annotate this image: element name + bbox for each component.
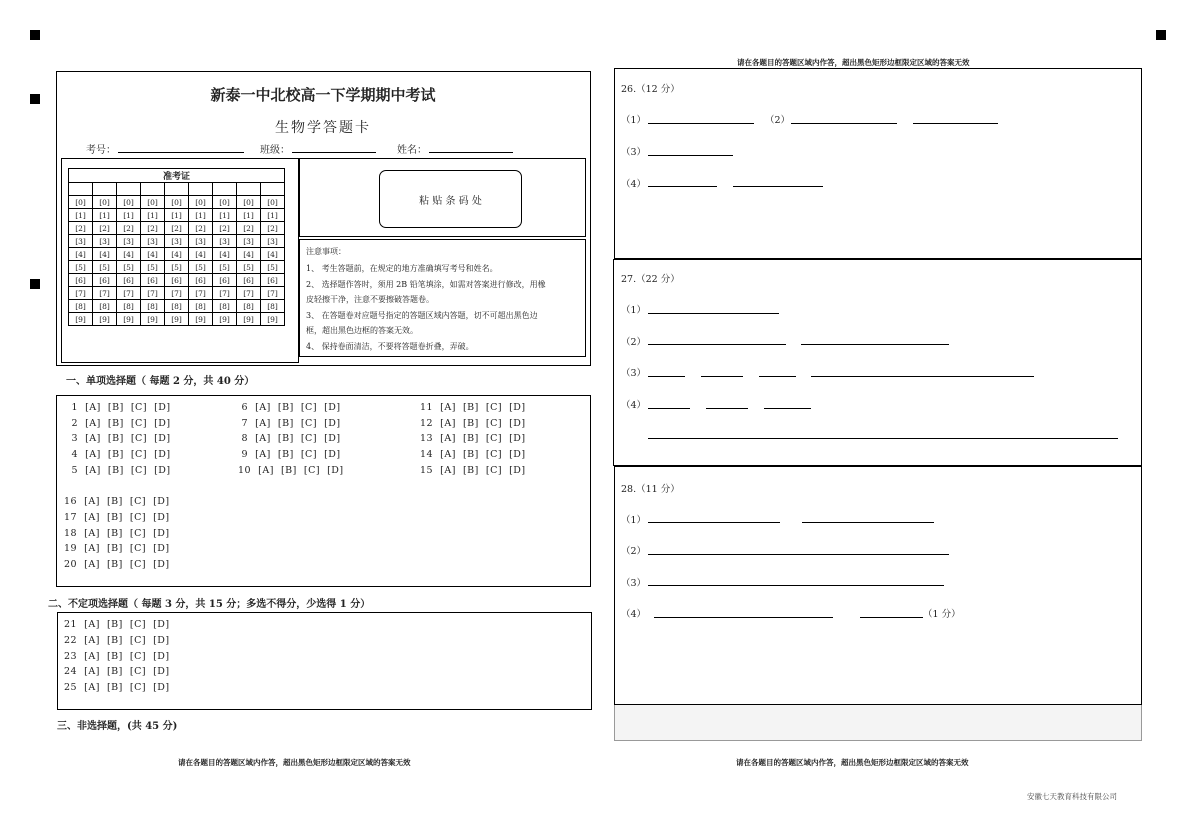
exam-no-label: 考号： bbox=[86, 145, 116, 156]
grey-strip bbox=[614, 705, 1142, 741]
choice-row[interactable]: 14 [A] [B] [C] [D] bbox=[420, 449, 526, 460]
choice-row[interactable]: 9 [A] [B] [C] [D] bbox=[238, 449, 341, 460]
q27-label-4: （4） bbox=[621, 400, 647, 411]
answer-line[interactable] bbox=[791, 123, 897, 124]
section3-title: 三、非选择题，(共 45 分) bbox=[57, 721, 178, 732]
q26-box bbox=[614, 68, 1142, 259]
q26-label-1: （1） bbox=[621, 115, 647, 126]
choice-row[interactable]: 25 [A] [B] [C] [D] bbox=[64, 682, 170, 693]
answer-line[interactable] bbox=[648, 155, 733, 156]
q27-label-3: （3） bbox=[621, 368, 647, 379]
answer-line[interactable] bbox=[913, 123, 998, 124]
choice-row[interactable]: 19 [A] [B] [C] [D] bbox=[64, 543, 170, 554]
q28-points-note: （1 分） bbox=[923, 609, 961, 620]
registration-mark bbox=[30, 30, 40, 40]
admission-label: 准考证 bbox=[69, 169, 285, 183]
answer-line[interactable] bbox=[648, 408, 690, 409]
company-footer: 安徽七天教育科技有限公司 bbox=[1027, 792, 1117, 801]
answer-line[interactable] bbox=[648, 186, 717, 187]
q27-label-2: （2） bbox=[621, 337, 647, 348]
choice-row[interactable]: 22 [A] [B] [C] [D] bbox=[64, 635, 170, 646]
class-field[interactable] bbox=[292, 152, 376, 153]
digit-row: [8] [8] [8] [8] [8] [8] [8] [8] [8] bbox=[69, 300, 285, 313]
digit-row: [2] [2] [2] [2] [2] [2] [2] [2] [2] bbox=[69, 222, 285, 235]
choice-row[interactable]: 8 [A] [B] [C] [D] bbox=[238, 433, 341, 444]
registration-mark bbox=[30, 279, 40, 289]
answer-line[interactable] bbox=[648, 522, 780, 523]
answer-line[interactable] bbox=[801, 344, 949, 345]
notice-line: 皮轻擦干净，注意不要擦破答题卷。 bbox=[306, 295, 434, 304]
choice-row[interactable]: 16 [A] [B] [C] [D] bbox=[64, 496, 170, 507]
digit-row: [4] [4] [4] [4] [4] [4] [4] [4] [4] bbox=[69, 248, 285, 261]
digit-row: [1] [1] [1] [1] [1] [1] [1] [1] [1] bbox=[69, 209, 285, 222]
name-field[interactable] bbox=[429, 152, 513, 153]
choice-row[interactable]: 17 [A] [B] [C] [D] bbox=[64, 512, 170, 523]
choice-row[interactable]: 21 [A] [B] [C] [D] bbox=[64, 619, 170, 630]
q28-title: 28.（11 分） bbox=[621, 484, 680, 495]
answer-line[interactable] bbox=[764, 408, 811, 409]
digit-row: [6] [6] [6] [6] [6] [6] [6] [6] [6] bbox=[69, 274, 285, 287]
card-subtitle: 生物学答题卡 bbox=[275, 120, 371, 136]
choice-row[interactable]: 20 [A] [B] [C] [D] bbox=[64, 559, 170, 570]
choice-row[interactable]: 15 [A] [B] [C] [D] bbox=[420, 465, 526, 476]
registration-mark bbox=[30, 94, 40, 104]
q28-label-2: （2） bbox=[621, 546, 647, 557]
notice-line: 1、 考生答题前，在规定的地方准确填写考号和姓名。 bbox=[306, 264, 498, 273]
q26-title: 26.（12 分） bbox=[621, 84, 680, 95]
top-right-warning: 请在各题目的答题区域内作答，超出黑色矩形边框限定区域的答案无效 bbox=[737, 58, 970, 67]
choice-row[interactable]: 11 [A] [B] [C] [D] bbox=[420, 402, 526, 413]
choice-row[interactable]: 18 [A] [B] [C] [D] bbox=[64, 528, 170, 539]
q27-label-1: （1） bbox=[621, 305, 647, 316]
choice-row[interactable]: 12 [A] [B] [C] [D] bbox=[420, 418, 526, 429]
barcode-label: 粘 贴 条 码 处 bbox=[419, 195, 482, 207]
q26-label-4: （4） bbox=[621, 179, 647, 190]
notice-line: 3、 在答题卷对应题号指定的答题区域内答题，切不可超出黑色边 bbox=[306, 311, 538, 320]
registration-mark bbox=[1156, 30, 1166, 40]
choice-row[interactable]: 2 [A] [B] [C] [D] bbox=[68, 418, 171, 429]
notice-line: 4、 保持卷面清洁，不要将答题卷折叠，弄破。 bbox=[306, 342, 474, 351]
choice-row[interactable]: 7 [A] [B] [C] [D] bbox=[238, 418, 341, 429]
digit-row: [7] [7] [7] [7] [7] [7] [7] [7] [7] bbox=[69, 287, 285, 300]
exam-no-field[interactable] bbox=[118, 152, 244, 153]
answer-line[interactable] bbox=[648, 313, 779, 314]
answer-line[interactable] bbox=[648, 554, 949, 555]
section1-title: 一、单项选择题（ 每题 2 分，共 40 分） bbox=[66, 376, 255, 387]
answer-line[interactable] bbox=[648, 585, 944, 586]
exam-title: 新泰一中北校高一下学期期中考试 bbox=[210, 86, 436, 104]
digit-row: [0] [0] [0] [0] [0] [0] [0] [0] [0] bbox=[69, 196, 285, 209]
answer-line[interactable] bbox=[654, 617, 833, 618]
digit-row: [3] [3] [3] [3] [3] [3] [3] [3] [3] bbox=[69, 235, 285, 248]
q28-label-1: （1） bbox=[621, 515, 647, 526]
q27-box bbox=[613, 259, 1142, 466]
barcode-sticker-zone[interactable] bbox=[379, 170, 522, 228]
choice-row[interactable]: 10 [A] [B] [C] [D] bbox=[238, 465, 344, 476]
bottom-right-warning: 请在各题目的答题区域内作答，超出黑色矩形边框限定区域的答案无效 bbox=[736, 758, 969, 767]
choice-row[interactable]: 1 [A] [B] [C] [D] bbox=[68, 402, 171, 413]
answer-line[interactable] bbox=[648, 123, 754, 124]
choice-row[interactable]: 3 [A] [B] [C] [D] bbox=[68, 433, 171, 444]
answer-line[interactable] bbox=[648, 344, 786, 345]
answer-line[interactable] bbox=[648, 438, 1118, 439]
answer-line[interactable] bbox=[733, 186, 823, 187]
choice-row[interactable]: 13 [A] [B] [C] [D] bbox=[420, 433, 526, 444]
digit-row: [5] [5] [5] [5] [5] [5] [5] [5] [5] bbox=[69, 261, 285, 274]
notice-line: 框，超出黑色边框的答案无效。 bbox=[306, 326, 418, 335]
q26-label-3: （3） bbox=[621, 147, 647, 158]
q28-label-3: （3） bbox=[621, 578, 647, 589]
answer-line[interactable] bbox=[648, 376, 685, 377]
q26-label-2: （2） bbox=[765, 115, 791, 126]
answer-line[interactable] bbox=[759, 376, 796, 377]
choice-row[interactable]: 6 [A] [B] [C] [D] bbox=[238, 402, 341, 413]
answer-line[interactable] bbox=[860, 617, 923, 618]
bottom-left-warning: 请在各题目的答题区域内作答，超出黑色矩形边框限定区域的答案无效 bbox=[178, 758, 411, 767]
notice-title: 注意事项： bbox=[306, 247, 346, 256]
answer-line[interactable] bbox=[701, 376, 743, 377]
choice-row[interactable]: 23 [A] [B] [C] [D] bbox=[64, 651, 170, 662]
class-label: 班级： bbox=[260, 145, 290, 156]
choice-row[interactable]: 5 [A] [B] [C] [D] bbox=[68, 465, 171, 476]
answer-line[interactable] bbox=[811, 376, 1034, 377]
notice-line: 2、 选择题作答时，须用 2B 铅笔填涂，如需对答案进行修改，用橡 bbox=[306, 280, 546, 289]
answer-line[interactable] bbox=[706, 408, 748, 409]
admission-grid[interactable] bbox=[68, 168, 285, 326]
choice-row[interactable]: 4 [A] [B] [C] [D] bbox=[68, 449, 171, 460]
choice-row[interactable]: 24 [A] [B] [C] [D] bbox=[64, 666, 170, 677]
q27-title: 27.（22 分） bbox=[621, 274, 680, 285]
digit-row: [9] [9] [9] [9] [9] [9] [9] [9] [9] bbox=[69, 313, 285, 326]
q28-label-4: （4） bbox=[621, 609, 647, 620]
section2-title: 二、不定项选择题（ 每题 3 分，共 15 分；多选不得分，少选得 1 分） bbox=[48, 599, 371, 610]
answer-line[interactable] bbox=[802, 522, 934, 523]
name-label: 姓名： bbox=[397, 145, 427, 156]
